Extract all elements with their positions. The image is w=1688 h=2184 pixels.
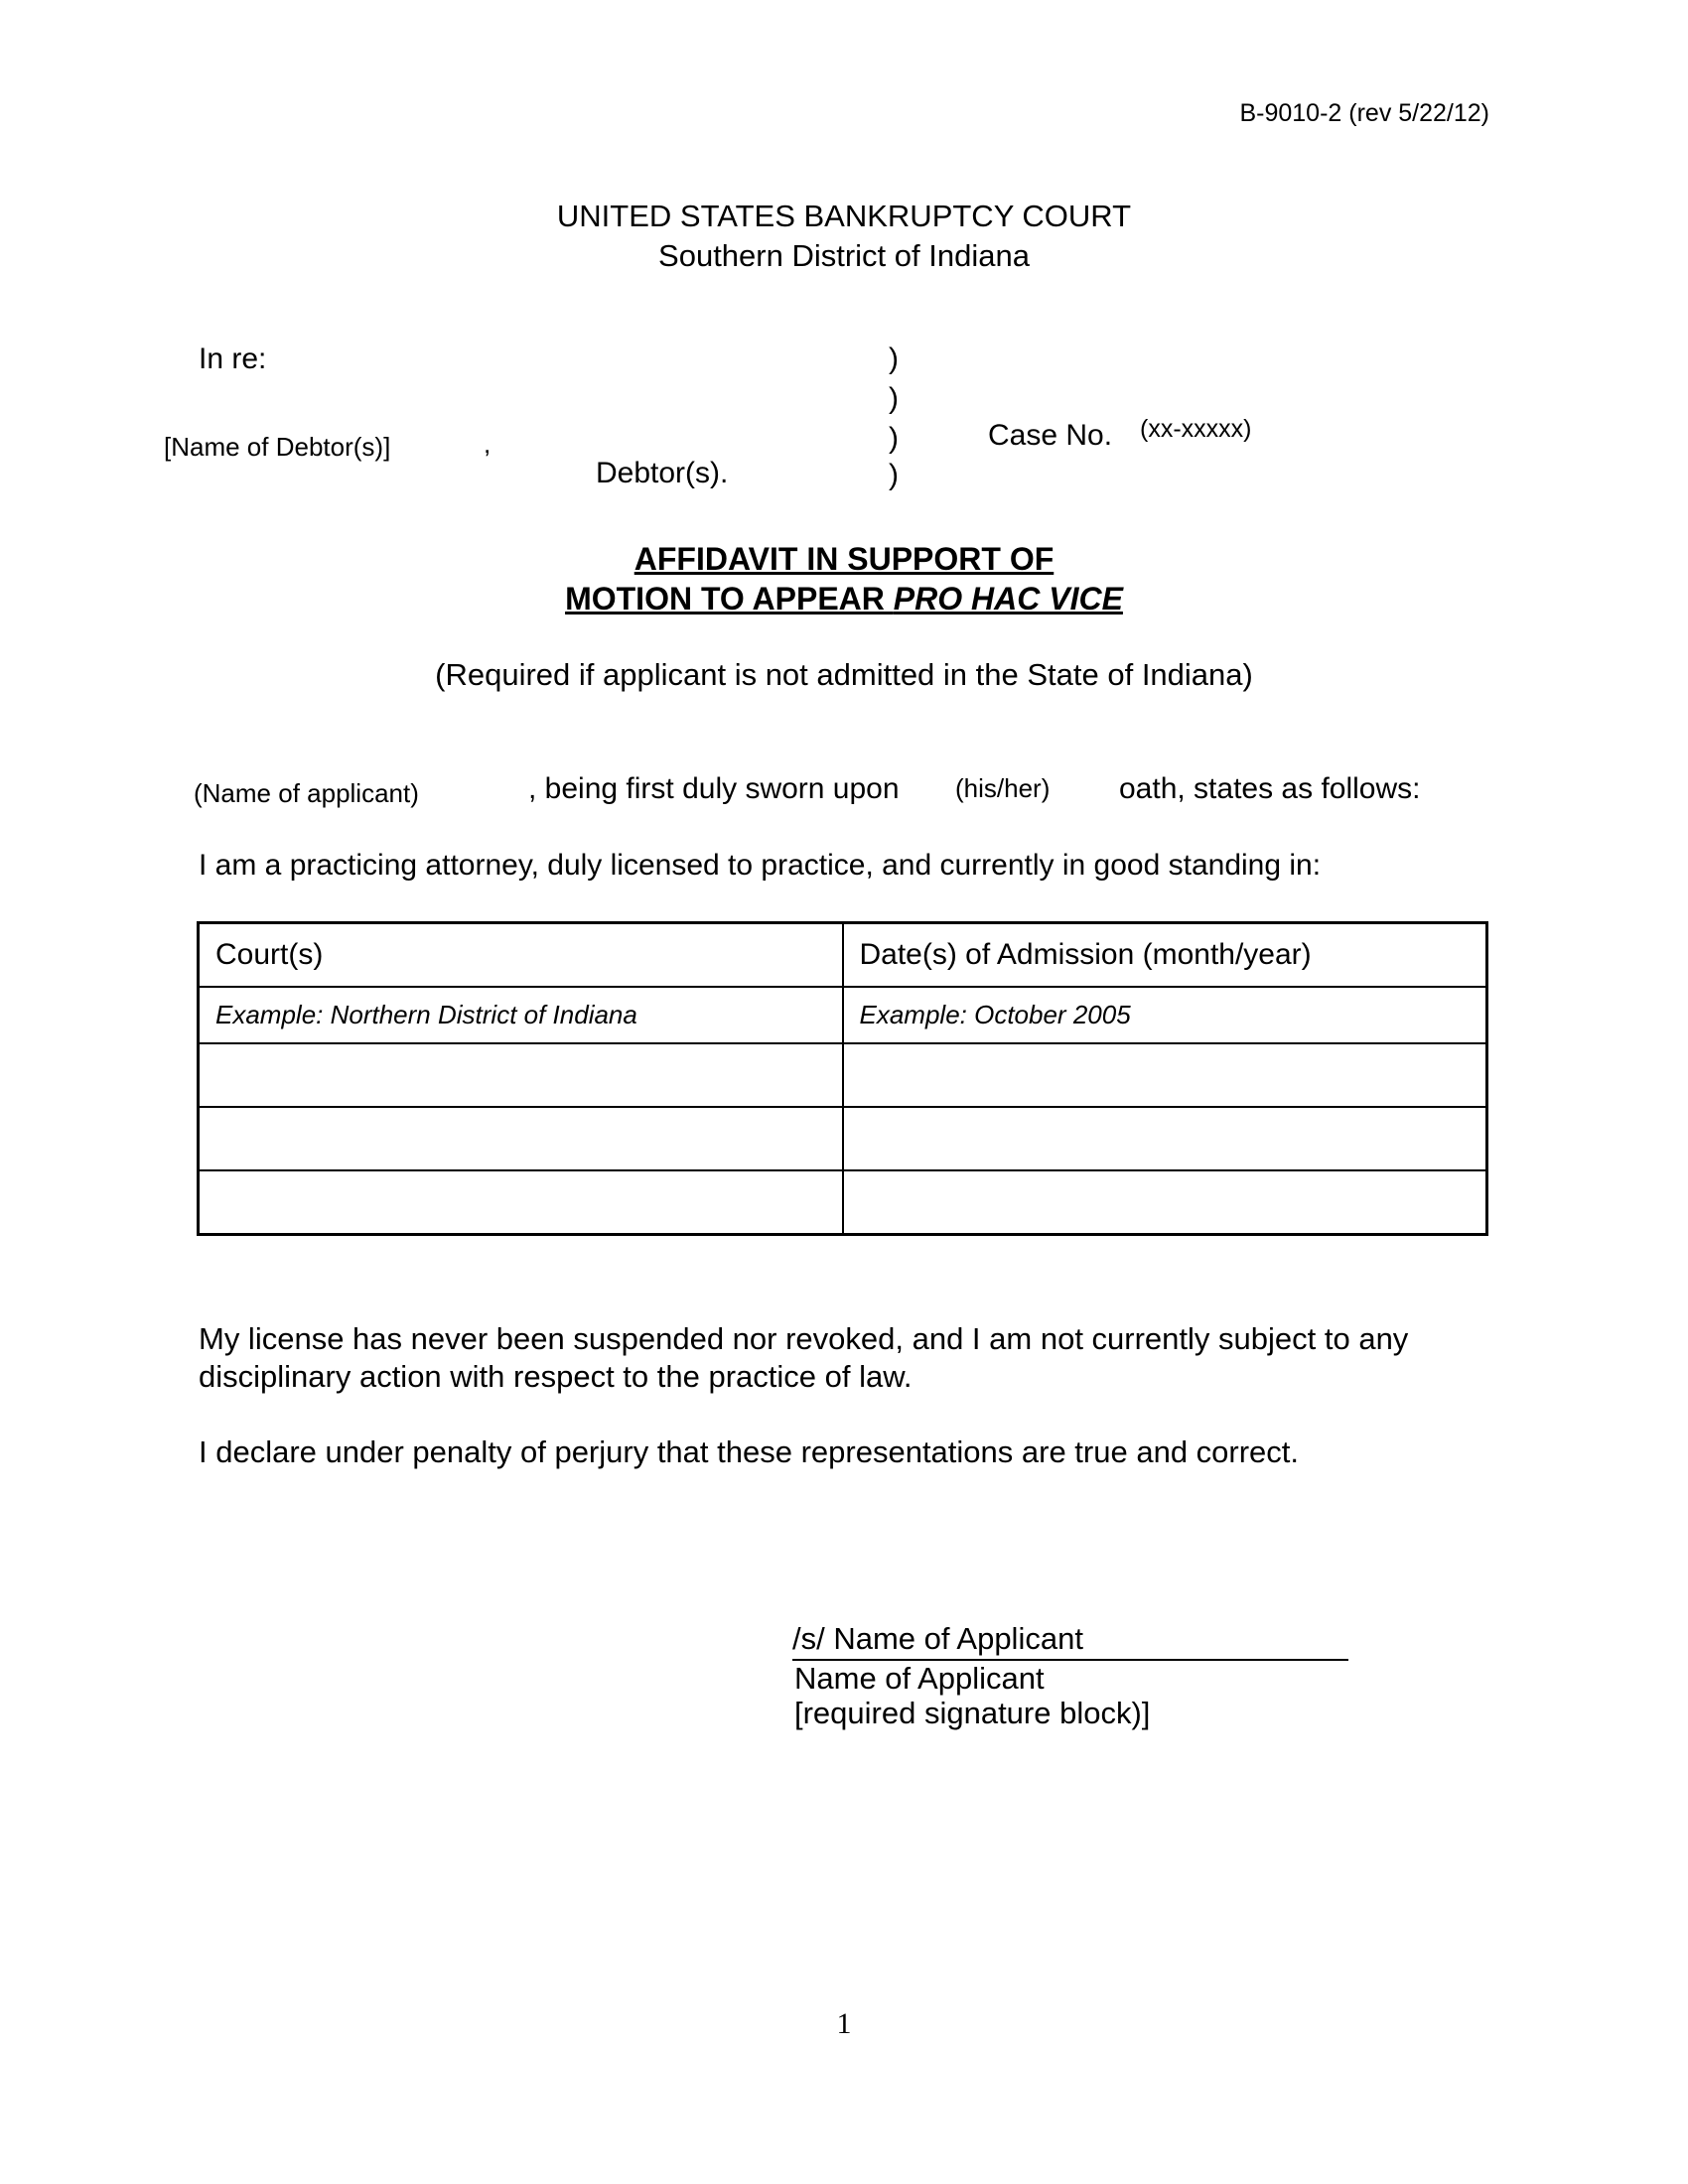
title-pro-hac-vice: PRO HAC VICE (893, 581, 1123, 616)
example-date-cell: Example: October 2005 (843, 987, 1487, 1043)
table-header-row (199, 923, 1487, 988)
license-statement: My license has never been suspended nor revoked, and I am not currently subject to any disciplinary action with respect to the practice of law. (199, 1321, 1409, 1394)
table-row (199, 1170, 1487, 1235)
debtor-label: Debtor(s). (596, 457, 729, 489)
court-name: UNITED STATES BANKRUPTCY COURT (556, 199, 1132, 233)
district-name: Southern District of Indiana (658, 238, 1030, 273)
admission-date-column-header: Date(s) of Admission (month/year) (843, 923, 1487, 988)
requirement-note: (Required if applicant is not admitted in the State of Indiana) (435, 657, 1253, 692)
sworn-text: , being first duly sworn upon (528, 772, 900, 805)
pronoun-field[interactable]: (his/her) (955, 773, 1051, 803)
document-title-line1: AFFIDAVIT IN SUPPORT OF (633, 541, 1055, 577)
caption-comma: , (484, 429, 492, 459)
case-number-label: Case No. (988, 419, 1113, 452)
signature-name: Name of Applicant (794, 1661, 1045, 1696)
court-column-header: Court(s) (199, 923, 843, 988)
court-input-cell[interactable] (199, 1170, 843, 1235)
date-input-cell[interactable] (843, 1170, 1487, 1235)
example-court-cell: Example: Northern District of Indiana (199, 987, 843, 1043)
perjury-declaration: I declare under penalty of perjury that these representations are true and correct. (199, 1434, 1300, 1469)
date-input-cell[interactable] (843, 1107, 1487, 1170)
admissions-table (197, 921, 1488, 1236)
caption-paren: ) (889, 459, 899, 491)
oath-text: oath, states as follows: (1119, 772, 1421, 805)
caption-paren: ) (889, 342, 899, 375)
licensed-statement: I am a practicing attorney, duly licensed to practice, and currently in good standing in: (199, 849, 1322, 882)
court-input-cell[interactable] (199, 1107, 843, 1170)
date-input-cell[interactable] (843, 1043, 1487, 1107)
table-row (199, 1043, 1487, 1107)
applicant-name-field[interactable]: (Name of applicant) (194, 778, 419, 808)
case-number-field[interactable]: (xx-xxxxx) (1140, 415, 1252, 443)
signature-line[interactable]: /s/ Name of Applicant (792, 1621, 1348, 1661)
form-id: B-9010-2 (rev 5/22/12) (1239, 99, 1489, 127)
debtor-name-field[interactable]: [Name of Debtor(s)] (164, 432, 391, 462)
in-re-label: In re: (199, 342, 267, 375)
signature-block: [required signature block)] (794, 1696, 1151, 1730)
court-input-cell[interactable] (199, 1043, 843, 1107)
title-motion-text: MOTION TO APPEAR (565, 581, 894, 616)
page-number: 1 (836, 2007, 852, 2040)
document-title-line2 (0, 581, 1688, 617)
caption-paren: ) (889, 382, 899, 415)
table-row (199, 1107, 1487, 1170)
caption-paren: ) (889, 422, 899, 455)
table-example-row (199, 987, 1487, 1043)
